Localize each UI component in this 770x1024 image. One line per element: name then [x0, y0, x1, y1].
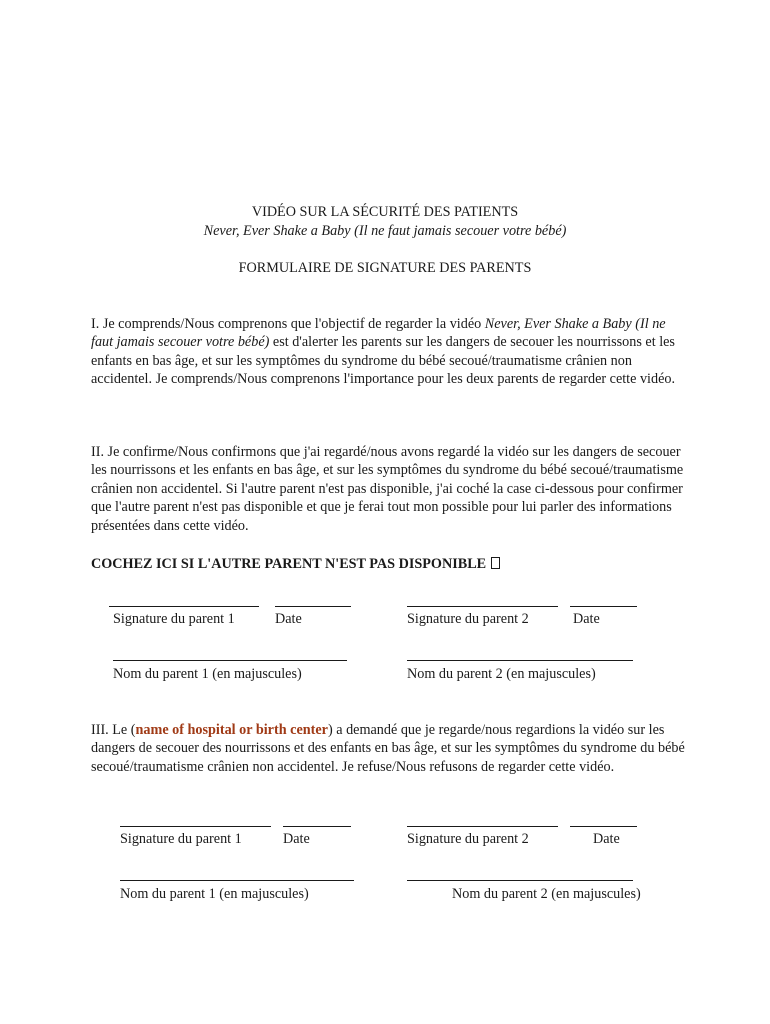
section-1-paragraph [91, 315, 686, 389]
section-3-rest: ) a demandé que je regarde/nous regardions la vidéo sur les dangers de secouer des nourrissons et des enfants en bas âge, et sur les symptômes du syndrome du bébé secoué/traumatisme crânien non accidentel. Je refuse/Nous refusons de regarder cette vidéo. [91, 722, 685, 775]
hospital-name-placeholder[interactable]: name of hospital or birth center [135, 722, 328, 738]
refusal-parent-2-name-label: Nom du parent 2 (en majuscules) [452, 886, 641, 902]
parent-2-name-label: Nom du parent 2 (en majuscules) [407, 666, 596, 682]
refusal-parent-2-signature-label: Signature du parent 2 [407, 831, 529, 847]
refusal-parent-1-signature-line[interactable] [120, 826, 271, 827]
form-title: FORMULAIRE DE SIGNATURE DES PARENTS [238, 260, 532, 276]
section-1-rest: est d'alerter les parents sur les dangers de secouer les nourrissons et les enfants en bas âge, et sur les symptômes du syndrome du bébé secoué/traumatisme crânien non accidentel. Je comprends/Nous comprenons l'importance pour les deux parents de regarder cette vidéo. [91, 334, 676, 388]
document-title: VIDÉO SUR LA SÉCURITÉ DES PATIENTS [251, 204, 519, 220]
other-parent-unavailable-row [91, 556, 500, 573]
refusal-parent-1-date-label: Date [283, 831, 310, 847]
parent-2-name-line[interactable] [407, 660, 633, 661]
parent-1-date-label: Date [275, 611, 302, 627]
document-subtitle: Never, Ever Shake a Baby (Il ne faut jamais secouer votre bébé) [203, 223, 567, 239]
parent-1-name-line[interactable] [113, 660, 347, 661]
section-3-paragraph [91, 721, 686, 776]
parent-2-signature-line[interactable] [407, 606, 558, 607]
parent-1-signature-label: Signature du parent 1 [113, 611, 235, 627]
parent-1-name-label: Nom du parent 1 (en majuscules) [113, 666, 302, 682]
parent-2-date-line[interactable] [570, 606, 637, 607]
refusal-parent-1-name-label: Nom du parent 1 (en majuscules) [120, 886, 309, 902]
parent-1-signature-line[interactable] [109, 606, 259, 607]
parent-1-date-line[interactable] [275, 606, 351, 607]
section-2-paragraph: II. Je confirme/Nous confirmons que j'ai regardé/nous avons regardé la vidéo sur les dangers de secouer les nourrissons et les enfants en bas âge, et sur les symptômes du syndrome du bébé secoué/traumatisme crânien non accidentel. Si l'autre parent n'est pas disponible, j'ai coché la case ci-dessous pour confirmer que l'autre parent n'est pas disponible et que je ferai tout mon possible pour lui parler des informations présentées dans cette vidéo. [91, 444, 684, 534]
section-1-lead: I. Je comprends/Nous comprenons que l'objectif de regarder la vidéo [91, 316, 485, 332]
refusal-parent-1-signature-label: Signature du parent 1 [120, 831, 242, 847]
section-3-lead: III. Le ( [91, 722, 136, 738]
refusal-parent-1-name-line[interactable] [120, 880, 354, 881]
video-title: Never, Ever Shake a Baby (Il ne faut jamais secouer votre bébé) [91, 316, 666, 351]
refusal-parent-2-date-label: Date [593, 831, 620, 847]
parent-2-date-label: Date [573, 611, 600, 627]
parent-2-signature-label: Signature du parent 2 [407, 611, 529, 627]
refusal-parent-2-name-line[interactable] [407, 880, 633, 881]
other-parent-unavailable-checkbox[interactable] [491, 557, 500, 569]
refusal-parent-2-date-line[interactable] [570, 826, 637, 827]
refusal-parent-1-date-line[interactable] [283, 826, 351, 827]
refusal-parent-2-signature-line[interactable] [407, 826, 558, 827]
checkbox-label: COCHEZ ICI SI L'AUTRE PARENT N'EST PAS DISPONIBLE [91, 556, 487, 572]
